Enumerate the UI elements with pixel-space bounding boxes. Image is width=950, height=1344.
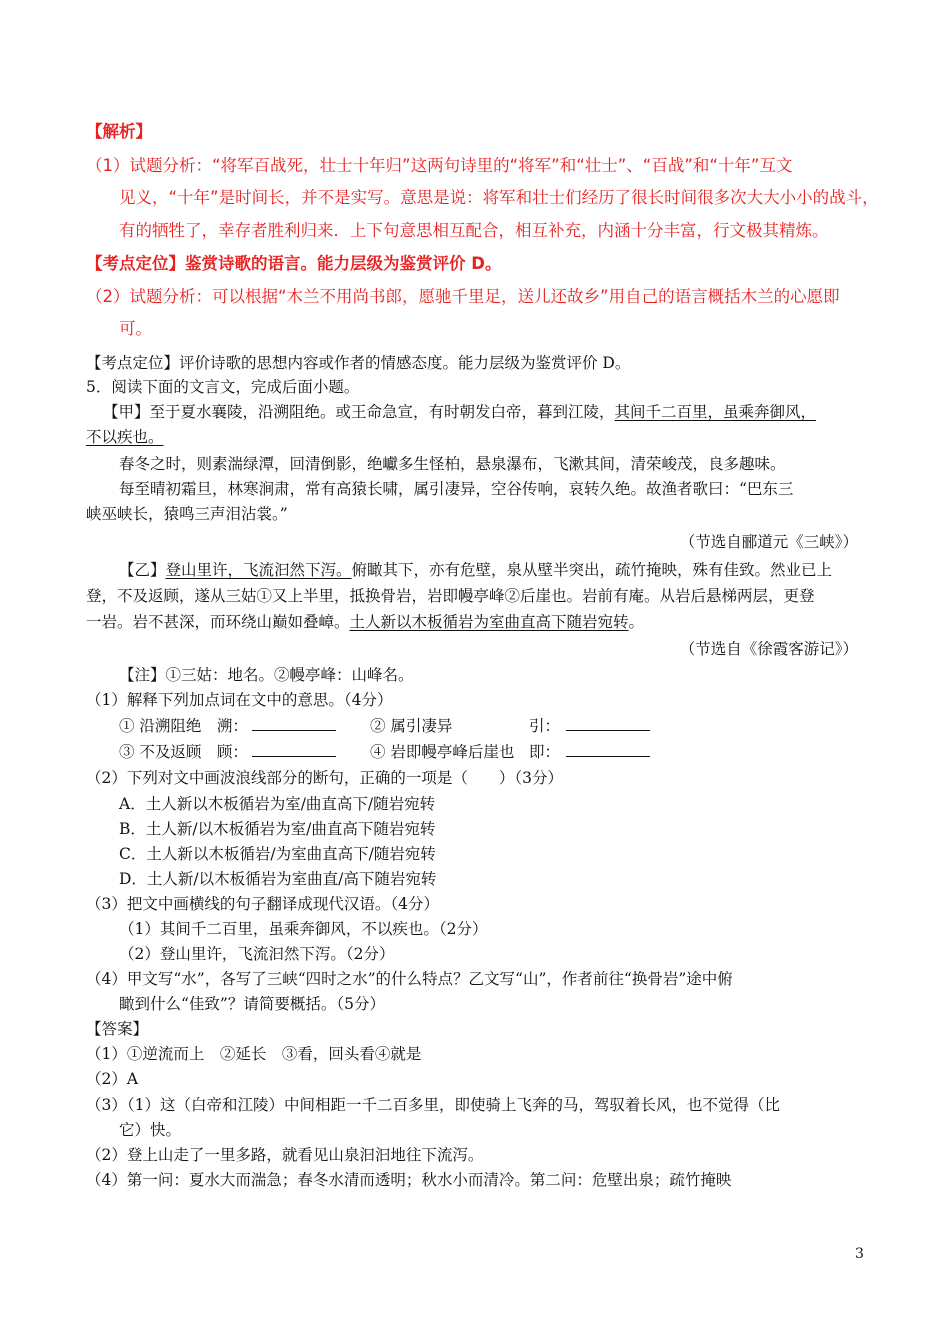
analysis-point1: 【考点定位】鉴赏诗歌的语言。能力层级为鉴赏评价 D。 bbox=[86, 254, 502, 273]
jia-paragraph1-line1 bbox=[103, 401, 816, 423]
subq3-item1: （1）其间千二百里，虽乘奔御风，不以疾也。（2分） bbox=[119, 920, 488, 938]
answer-1: （1）①逆流而上 ②延长 ③看，回头看④就是 bbox=[86, 1045, 422, 1063]
answer-blank[interactable] bbox=[566, 742, 650, 757]
subq3: （3）把文中画横线的句子翻译成现代汉语。（4分） bbox=[86, 895, 439, 913]
subq4-line1: （4）甲文写“水”，各写了三峡“四时之水”的什么特点？乙文写“山”，作者前往“换骨岩”途中俯 bbox=[86, 970, 733, 988]
item2-label-text: 引： bbox=[529, 717, 561, 735]
answer-4: （4）第一问：夏水大而湍急；春冬水清而透明；秋水小而清冷。第二问：危壁出泉；疏竹掩映 bbox=[86, 1171, 732, 1189]
analysis-q1-line3: 有的牺牲了，幸存者胜利归来．上下句意思相互配合，相互补充，内涵十分丰富，行文极其精炼。 bbox=[119, 221, 829, 240]
jia-p1-text: 【甲】至于夏水襄陵，沿溯阻绝。或王命急宣，有时朝发白帝，暮到江陵， bbox=[103, 403, 615, 421]
item3-text: ③ 不及返顾 顾： bbox=[119, 743, 248, 761]
jia-paragraph2: 春冬之时，则素湍绿潭，回清倒影，绝巘多生怪柏，悬泉瀑布，飞漱其间，清荣峻茂，良多趣味。 bbox=[119, 455, 786, 473]
yi-underlined: 登山里许，飞流汩然下泻。 bbox=[165, 561, 352, 579]
subq4-line2: 瞰到什么“佳致”？请简要概括。（5分） bbox=[119, 995, 385, 1013]
subq1: （1）解释下列加点词在文中的意思。（4分） bbox=[86, 691, 393, 709]
point2: 【考点定位】评价诗歌的思想内容或作者的情感态度。能力层级为鉴赏评价 D。 bbox=[86, 354, 631, 372]
yi-line1-text: 俯瞰其下，亦有危壁，泉从壁半突出，疏竹掩映，殊有佳致。然业已上 bbox=[351, 561, 833, 579]
subq3-item2: （2）登山里许，飞流汩然下泻。（2分） bbox=[119, 945, 395, 963]
answer-blank[interactable] bbox=[566, 716, 650, 731]
subq1-item4-label bbox=[529, 741, 650, 763]
analysis-q1-line2: 见义，“十年”是时间长，并不是实写。意思是说：将军和壮士们经历了很长时间很多次大大小小的战斗， bbox=[119, 188, 879, 207]
option-c: C．土人新以木板循岩/为室曲直高下/随岩宛转 bbox=[119, 845, 436, 863]
jia-paragraph3-line2: 峡巫峡长，猿鸣三声泪沾裳。” bbox=[86, 505, 288, 523]
analysis-q1-line1: （1）试题分析：“将军百战死，壮士十年归”这两句诗里的“将军”和“壮士”、“百战”和“十年”互文 bbox=[86, 156, 793, 175]
jia-p1-underlined: 其间千二百里，虽乘奔御风， bbox=[614, 403, 817, 421]
option-a: A．土人新以木板循岩为室/曲直高下/随岩宛转 bbox=[119, 795, 436, 813]
answer-2: （2）A bbox=[86, 1070, 139, 1088]
option-b: B．土人新/以木板循岩为室/曲直高下随岩宛转 bbox=[119, 820, 436, 838]
answer-blank[interactable] bbox=[252, 742, 336, 757]
subq1-item4: ④ 岩即幔亭峰后崖也 bbox=[370, 743, 515, 761]
analysis-header: 【解析】 bbox=[86, 122, 152, 141]
answer-3-line3: （2）登上山走了一里多路，就看见山泉汩汩地往下流泻。 bbox=[86, 1146, 484, 1164]
yi-line3-end: 。 bbox=[628, 613, 645, 631]
subq1-item1 bbox=[119, 715, 336, 737]
subq1-item3 bbox=[119, 741, 336, 763]
yi-wavy-underlined: 土人新以木板循岩为室曲直高下随岩宛转 bbox=[349, 613, 629, 631]
subq2: （2）下列对文中画波浪线部分的断句，正确的一项是（ ）（3分） bbox=[86, 769, 563, 787]
yi-label: 【乙】 bbox=[119, 561, 166, 579]
analysis-q2-line2: 可。 bbox=[119, 319, 152, 338]
yi-source: （节选自《徐霞客游记》） bbox=[679, 640, 858, 658]
yi-line2: 登，不及返顾，遂从三姑①又上半里，抵换骨岩，岩即幔亭峰②后崖也。岩前有庵。从岩后悬梯两层，更登 bbox=[86, 587, 815, 605]
subq1-item2: ② 属引凄异 bbox=[370, 717, 453, 735]
subq1-item2-label bbox=[529, 715, 650, 737]
answer-3-line2: 它）快。 bbox=[119, 1121, 182, 1139]
item4-label-text: 即： bbox=[529, 743, 561, 761]
analysis-q2-line1: （2）试题分析：可以根据“木兰不用尚书郎，愿驰千里足，送儿还故乡”用自己的语言概括木兰的心愿即 bbox=[86, 287, 840, 306]
option-d: D．土人新/以木板循岩为室曲直/高下随岩宛转 bbox=[119, 870, 437, 888]
jia-source: （节选自郦道元《三峡》） bbox=[679, 533, 858, 551]
jia-paragraph3-line1: 每至晴初霜旦，林寒涧肃，常有高猿长啸，属引凄异，空谷传响，哀转久绝。故渔者歌曰：“巴东三 bbox=[119, 480, 794, 498]
answer-blank[interactable] bbox=[252, 716, 336, 731]
yi-line3-text: 一岩。岩不甚深，而环绕山巅如叠嶂。 bbox=[86, 613, 350, 631]
page-number: 3 bbox=[855, 1246, 864, 1262]
note: 【注】①三姑：地名。②幔亭峰：山峰名。 bbox=[119, 666, 414, 684]
yi-line3 bbox=[86, 611, 644, 633]
answer-header: 【答案】 bbox=[86, 1020, 149, 1038]
jia-paragraph1-line2: 不以疾也。 bbox=[86, 428, 164, 446]
yi-line1 bbox=[119, 559, 832, 581]
item1-text: ① 沿溯阻绝 溯： bbox=[119, 717, 248, 735]
answer-3-line1: （3）（1）这（白帝和江陵）中间相距一千二百多里，即使骑上飞奔的马，驾驭着长风，也不觉得（比 bbox=[86, 1096, 780, 1114]
q5-title: 5．阅读下面的文言文，完成后面小题。 bbox=[86, 378, 360, 396]
